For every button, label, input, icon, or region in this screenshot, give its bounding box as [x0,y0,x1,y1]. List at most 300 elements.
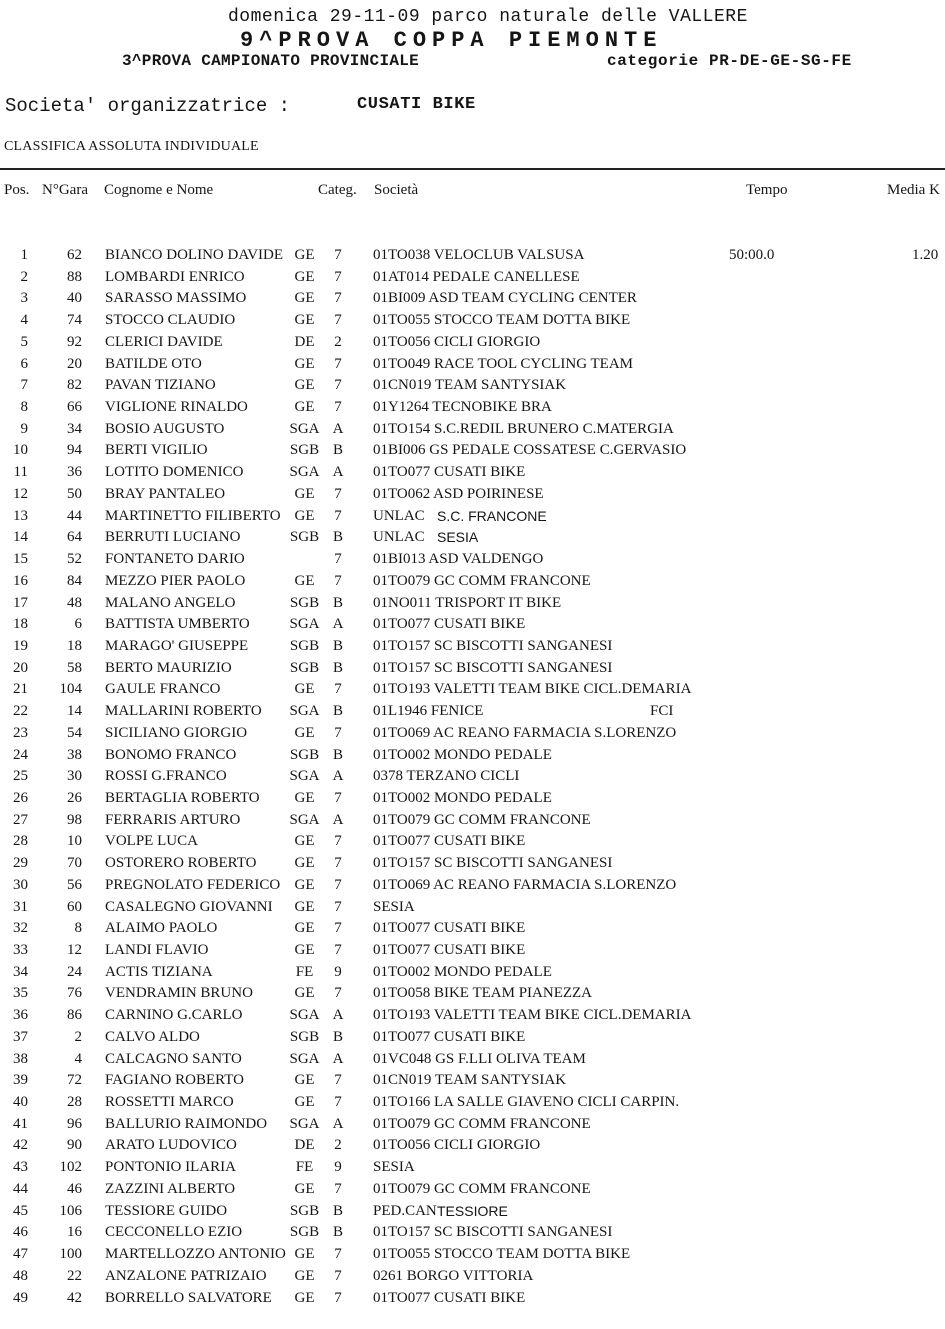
team-cell: 01TO058 BIKE TEAM PIANEZZA [373,985,593,1002]
position-cell: 29 [13,855,28,872]
results-table [0,245,945,1309]
event-title: 9^PROVA COPPA PIEMONTE [240,28,663,53]
position-cell: 5 [20,333,28,350]
table-row [0,549,945,571]
col-header-name: Cognome e Nome [104,182,214,198]
athlete-name-cell: CASALEGNO GIOVANNI [105,898,273,915]
class-cell: 7 [334,377,342,394]
bib-number-cell: 58 [67,659,82,676]
class-cell: 7 [334,855,342,872]
position-cell: 13 [13,507,28,524]
position-cell: 28 [13,833,28,850]
class-cell: B [332,1028,343,1045]
category-cell: SGA [289,703,320,720]
team-cell: 01TO166 LA SALLE GIAVENO CICLI CARPIN. [373,1094,680,1111]
category-cell: SGB [289,1224,320,1241]
position-cell: 16 [13,572,28,589]
category-cell: SGB [289,746,320,763]
bib-number-cell: 54 [67,724,82,741]
category-cell: SGB [289,659,320,676]
class-cell: 7 [334,507,342,524]
team-cell: 01TO079 GC COMM FRANCONE [373,811,591,828]
position-cell: 8 [20,399,28,416]
category-cell: SGB [289,637,320,654]
category-cell: SGA [289,420,320,437]
position-cell: 21 [13,681,28,698]
bib-number-cell: 62 [67,247,82,263]
team-cell: 01TO077 CUSATI BIKE [373,616,526,633]
category-cell: GE [294,985,315,1002]
position-cell: 10 [13,442,28,459]
athlete-name-cell: STOCCO CLAUDIO [105,312,236,329]
table-row [0,1201,945,1223]
col-header-bib: N°Gara [42,182,88,198]
position-cell: 31 [13,898,28,915]
category-cell: GE [294,724,315,741]
table-row [0,1070,945,1092]
bib-number-cell: 2 [74,1028,82,1045]
bib-number-cell: 12 [67,942,82,958]
table-row [0,897,945,919]
col-header-tempo: Tempo [746,182,788,198]
category-cell: SGA [289,811,320,828]
team-cell: 01TO077 CUSATI BIKE [373,1028,526,1045]
position-cell: 23 [13,724,28,741]
athlete-name-cell: OSTORERO ROBERTO [105,855,257,872]
position-cell: 6 [20,355,28,372]
category-cell: GE [294,1094,315,1111]
bib-number-cell: 6 [74,616,82,633]
team-cell: 01TO056 CICLI GIORGIO [373,333,541,350]
bib-number-cell: 36 [67,464,82,481]
bib-number-cell: 18 [67,637,82,654]
category-cell: GE [294,355,315,372]
bib-number-cell: 20 [67,355,82,372]
class-cell: 7 [334,1289,342,1306]
event-date-location: domenica 29-11-09 parco naturale delle VALLERE [228,7,748,27]
class-cell: 9 [334,963,342,980]
table-row [0,940,945,962]
category-cell: DE [294,1137,315,1154]
table-row [0,1092,945,1114]
table-row [0,354,945,376]
position-cell: 4 [20,312,28,329]
position-cell: 37 [13,1028,28,1045]
athlete-name-cell: ANZALONE PATRIZAIO [105,1267,267,1284]
table-row [0,267,945,289]
position-cell: 40 [13,1094,28,1111]
category-cell: SGB [289,594,320,611]
class-cell: 7 [334,485,342,502]
bib-number-cell: 50 [67,485,82,502]
table-row [0,745,945,767]
bib-number-cell: 64 [67,529,82,546]
bib-number-cell: 76 [67,985,82,1002]
class-cell: 7 [334,898,342,915]
class-cell: 7 [334,1267,342,1284]
bib-number-cell: 16 [67,1224,82,1241]
bib-number-cell: 72 [67,1072,82,1089]
bib-number-cell: 44 [67,507,82,524]
athlete-name-cell: BERRUTI LUCIANO [105,529,241,546]
class-cell: 7 [334,1094,342,1111]
bib-number-cell: 106 [59,1202,82,1219]
class-cell: 7 [334,681,342,698]
col-header-categ: Categ. [318,182,357,198]
team-cell: SESIA [373,1159,415,1176]
class-cell: B [332,594,343,611]
bib-number-cell: 38 [67,746,82,763]
category-cell: GE [294,789,315,806]
athlete-name-cell: ARATO LUDOVICO [105,1137,237,1154]
athlete-name-cell: MALLARINI ROBERTO [105,703,262,720]
position-cell: 27 [13,811,28,828]
team-cell: 01TO193 VALETTI TEAM BIKE CICL.DEMARIA [373,1007,692,1024]
class-cell: 7 [334,985,342,1002]
team-name-overlay: S.C. FRANCONE [437,507,547,524]
table-row [0,1179,945,1201]
table-row [0,419,945,441]
bib-number-cell: 70 [67,855,82,872]
category-cell: GE [294,290,315,307]
category-cell: SGA [289,1007,320,1024]
class-cell: A [332,464,344,481]
position-cell: 41 [13,1115,28,1132]
position-cell: 30 [13,876,28,893]
category-cell: GE [294,1180,315,1197]
bib-number-cell: 96 [67,1115,82,1132]
class-cell: A [332,1050,344,1067]
athlete-name-cell: CARNINO G.CARLO [105,1007,243,1024]
class-cell: 7 [334,312,342,329]
position-cell: 1 [20,247,28,263]
team-cell: UNLAC [373,529,425,546]
table-row [0,1114,945,1136]
athlete-name-cell: TESSIORE GUIDO [105,1202,228,1219]
col-header-societa: Società [374,182,419,198]
team-cell: 01TO157 SC BISCOTTI SANGANESI [373,659,613,676]
athlete-name-cell: PONTONIO ILARIA [105,1159,236,1176]
athlete-name-cell: VENDRAMIN BRUNO [105,985,253,1002]
category-cell: GE [294,312,315,329]
athlete-name-cell: PAVAN TIZIANO [105,377,216,394]
athlete-name-cell: SICILIANO GIORGIO [105,724,248,741]
category-cell: GE [294,1072,315,1089]
team-cell: 01NO011 TRISPORT IT BIKE [373,594,562,611]
table-row [0,288,945,310]
team-cell: 01L1946 FENICE [373,703,484,720]
athlete-name-cell: FAGIANO ROBERTO [105,1072,244,1089]
col-header-media: Media K [887,182,940,198]
bib-number-cell: 100 [59,1246,82,1263]
table-row [0,506,945,528]
position-cell: 32 [13,920,28,937]
class-cell: A [332,420,344,437]
position-cell: 44 [13,1180,28,1197]
athlete-name-cell: BERTAGLIA ROBERTO [105,789,260,806]
team-cell: 01Y1264 TECNOBIKE BRA [373,399,552,416]
bib-number-cell: 92 [67,333,82,350]
category-cell: GE [294,681,315,698]
bib-number-cell: 84 [67,572,82,589]
athlete-name-cell: MARTINETTO FILIBERTO [105,507,281,524]
athlete-name-cell: LANDI FLAVIO [105,942,209,958]
table-row [0,571,945,593]
athlete-name-cell: ROSSI G.FRANCO [105,768,227,785]
table-row [0,332,945,354]
table-row [0,636,945,658]
category-cell: GE [294,876,315,893]
athlete-name-cell: LOTITO DOMENICO [105,464,244,481]
position-cell: 39 [13,1072,28,1089]
team-cell: 01CN019 TEAM SANTYSIAK [373,1072,567,1089]
class-cell: 7 [334,247,342,263]
table-row [0,1049,945,1071]
federation-cell: FCI [650,703,674,720]
athlete-name-cell: BATILDE OTO [105,355,202,372]
athlete-name-cell: BIANCO DOLINO DAVIDE [105,247,284,263]
table-row [0,658,945,680]
speed-cell: 1.20 [912,247,939,263]
team-cell: 0261 BORGO VITTORIA [373,1267,534,1284]
athlete-name-cell: MARAGO' GIUSEPPE [105,637,249,654]
position-cell: 3 [20,290,28,307]
category-cell: GE [294,507,315,524]
team-cell: 01TO062 ASD POIRINESE [373,485,544,502]
team-cell: 01TO193 VALETTI TEAM BIKE CICL.DEMARIA [373,681,692,698]
athlete-name-cell: ZAZZINI ALBERTO [105,1180,236,1197]
team-cell: 01TO069 AC REANO FARMACIA S.LORENZO [373,876,677,893]
team-cell: 01TO079 GC COMM FRANCONE [373,1180,591,1197]
class-cell: 7 [334,572,342,589]
position-cell: 49 [13,1289,28,1306]
category-cell: SGA [289,768,320,785]
team-cell: UNLAC [373,507,425,524]
team-cell: 01BI013 ASD VALDENGO [373,551,544,568]
position-cell: 18 [13,616,28,633]
class-cell: A [332,616,344,633]
category-cell: GE [294,855,315,872]
position-cell: 9 [20,420,28,437]
team-cell: 01TO079 GC COMM FRANCONE [373,1115,591,1132]
athlete-name-cell: GAULE FRANCO [105,681,221,698]
table-row [0,766,945,788]
position-cell: 26 [13,789,28,806]
class-cell: 9 [334,1159,342,1176]
team-cell: 01TO077 CUSATI BIKE [373,464,526,481]
class-cell: A [332,1115,344,1132]
championship-title: 3^PROVA CAMPIONATO PROVINCIALE [122,52,420,70]
table-row [0,397,945,419]
table-row [0,1005,945,1027]
position-cell: 47 [13,1246,28,1263]
team-cell: 01TO002 MONDO PEDALE [373,746,552,763]
athlete-name-cell: BRAY PANTALEO [105,485,226,502]
table-row [0,723,945,745]
table-row [0,440,945,462]
bib-number-cell: 28 [67,1094,82,1111]
category-cell: GE [294,485,315,502]
position-cell: 38 [13,1050,28,1067]
category-cell: GE [294,920,315,937]
class-cell: 7 [334,1072,342,1089]
team-cell: 01CN019 TEAM SANTYSIAK [373,377,567,394]
bib-number-cell: 24 [67,963,82,980]
team-name-overlay: SESIA [437,529,479,546]
class-cell: B [332,1224,343,1241]
table-row [0,375,945,397]
category-cell: FE [295,1159,314,1176]
bib-number-cell: 48 [67,594,82,611]
team-cell: 01TO049 RACE TOOL CYCLING TEAM [373,355,634,372]
position-cell: 2 [20,268,28,285]
position-cell: 17 [13,594,28,611]
table-row [0,853,945,875]
athlete-name-cell: BOSIO AUGUSTO [105,420,225,437]
bib-number-cell: 102 [59,1159,82,1176]
athlete-name-cell: CLERICI DAVIDE [105,333,223,350]
bib-number-cell: 10 [67,833,82,850]
class-cell: A [332,768,344,785]
bib-number-cell: 34 [67,420,82,437]
position-cell: 36 [13,1007,28,1024]
bib-number-cell: 66 [67,399,82,416]
athlete-name-cell: BONOMO FRANCO [105,746,237,763]
class-cell: 7 [334,551,342,568]
table-row [0,245,945,267]
class-cell: 7 [334,876,342,893]
position-cell: 48 [13,1267,28,1284]
team-name-overlay: TESSIORE [437,1202,508,1219]
table-row [0,1027,945,1049]
bib-number-cell: 26 [67,789,82,806]
bib-number-cell: 14 [67,703,82,720]
class-cell: 2 [334,333,342,350]
athlete-name-cell: PREGNOLATO FEDERICO [105,876,281,893]
athlete-name-cell: FERRARIS ARTURO [105,811,241,828]
athlete-name-cell: MEZZO PIER PAOLO [105,572,246,589]
class-cell: 7 [334,399,342,416]
athlete-name-cell: BERTO MAURIZIO [105,659,232,676]
table-row [0,1222,945,1244]
class-cell: A [332,1007,344,1024]
class-cell: B [332,659,343,676]
athlete-name-cell: LOMBARDI ENRICO [105,268,245,285]
team-cell: 01TO002 MONDO PEDALE [373,963,552,980]
bib-number-cell: 40 [67,290,82,307]
athlete-name-cell: CALVO ALDO [105,1028,200,1045]
header-divider [0,168,945,170]
table-row [0,1266,945,1288]
bib-number-cell: 8 [74,920,82,937]
class-cell: B [332,529,343,546]
category-cell: GE [294,942,315,958]
athlete-name-cell: VOLPE LUCA [105,833,198,850]
category-cell: SGA [289,1115,320,1132]
category-cell: GE [294,1246,315,1263]
athlete-name-cell: BATTISTA UMBERTO [105,616,250,633]
team-cell: PED.CAN [373,1202,437,1219]
athlete-name-cell: FONTANETO DARIO [105,551,245,568]
class-cell: 7 [334,355,342,372]
table-row [0,962,945,984]
class-cell: B [332,637,343,654]
team-cell: 01TO157 SC BISCOTTI SANGANESI [373,855,613,872]
table-row [0,831,945,853]
category-cell: SGA [289,616,320,633]
time-cell: 50:00.0 [729,247,775,263]
athlete-name-cell: ALAIMO PAOLO [105,920,218,937]
bib-number-cell: 4 [74,1050,82,1067]
bib-number-cell: 30 [67,768,82,785]
category-cell: GE [294,268,315,285]
team-cell: 01BI006 GS PEDALE COSSATESE C.GERVASIO [373,442,687,459]
team-cell: 01TO069 AC REANO FARMACIA S.LORENZO [373,724,677,741]
team-cell: 01TO077 CUSATI BIKE [373,1289,526,1306]
class-cell: 7 [334,724,342,741]
table-row [0,527,945,549]
team-cell: 01TO055 STOCCO TEAM DOTTA BIKE [373,1246,631,1263]
team-cell: 0378 TERZANO CICLI [373,768,520,785]
team-cell: 01TO077 CUSATI BIKE [373,920,526,937]
athlete-name-cell: SARASSO MASSIMO [105,290,247,307]
category-cell: SGB [289,1202,320,1219]
bib-number-cell: 46 [67,1180,82,1197]
organizer-name: CUSATI BIKE [357,95,476,114]
athlete-name-cell: BORRELLO SALVATORE [105,1289,272,1306]
team-cell: 01TO055 STOCCO TEAM DOTTA BIKE [373,312,631,329]
bib-number-cell: 90 [67,1137,82,1154]
position-cell: 15 [13,551,28,568]
position-cell: 34 [13,963,28,980]
athlete-name-cell: MARTELLOZZO ANTONIO [105,1246,286,1263]
category-cell: GE [294,399,315,416]
class-cell: 7 [334,290,342,307]
team-cell: 01TO079 GC COMM FRANCONE [373,572,591,589]
position-cell: 11 [13,464,28,481]
bib-number-cell: 52 [67,551,82,568]
table-row [0,484,945,506]
table-row [0,593,945,615]
class-cell: 7 [334,833,342,850]
bib-number-cell: 98 [67,811,82,828]
category-cell: GE [294,833,315,850]
team-cell: 01TO077 CUSATI BIKE [373,942,526,958]
category-cell: SGA [289,1050,320,1067]
bib-number-cell: 42 [67,1289,82,1306]
bib-number-cell: 88 [67,268,82,285]
athlete-name-cell: CECCONELLO EZIO [105,1224,243,1241]
table-row [0,614,945,636]
position-cell: 42 [13,1137,28,1154]
team-cell: 01AT014 PEDALE CANELLESE [373,268,580,285]
category-cell: SGA [289,464,320,481]
position-cell: 7 [20,377,28,394]
bib-number-cell: 60 [67,898,82,915]
table-row [0,462,945,484]
position-cell: 12 [13,485,28,502]
position-cell: 20 [13,659,28,676]
category-cell: GE [294,898,315,915]
position-cell: 14 [13,529,28,546]
class-cell: 2 [334,1137,342,1154]
section-title: CLASSIFICA ASSOLUTA INDIVIDUALE [4,139,259,154]
class-cell: 7 [334,1246,342,1263]
table-row [0,788,945,810]
team-cell: 01TO157 SC BISCOTTI SANGANESI [373,1224,613,1241]
position-cell: 43 [13,1159,28,1176]
athlete-name-cell: VIGLIONE RINALDO [105,399,248,416]
